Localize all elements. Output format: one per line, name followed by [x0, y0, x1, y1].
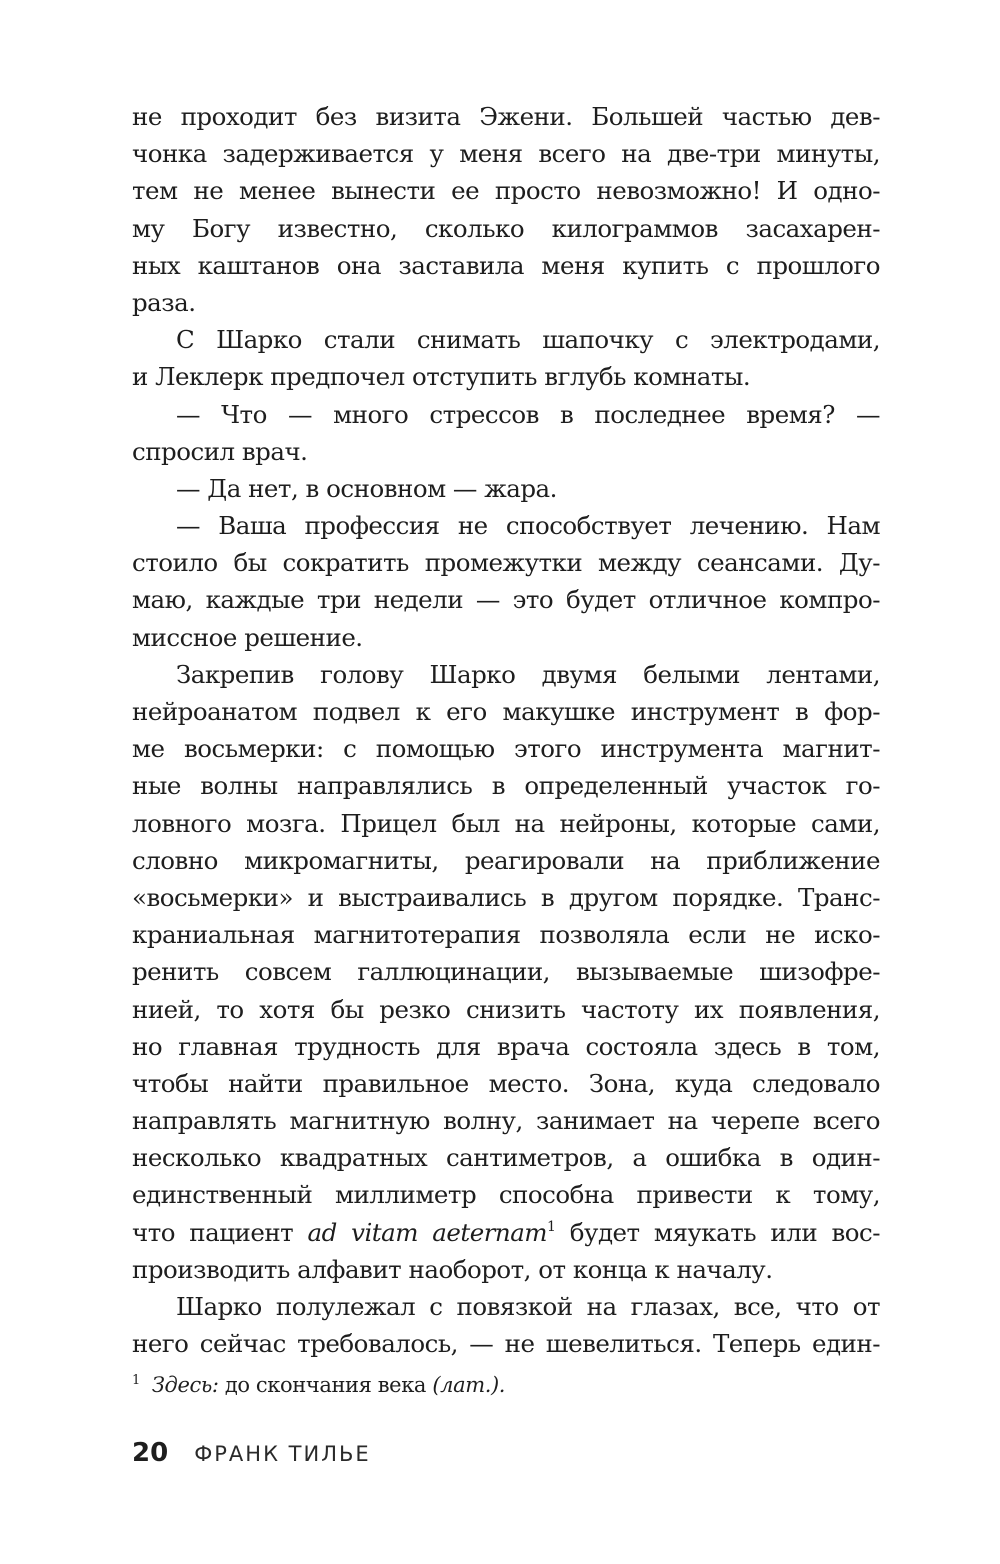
footnote-language: (лат.). [432, 1373, 506, 1397]
text-line: ловного мозга. Прицел был на нейроны, которые сами, [132, 808, 880, 838]
text-line: «восьмерки» и выстраивались в другом порядке. Транс- [132, 882, 880, 912]
running-footer [132, 1438, 371, 1470]
text-line-with-footnote [132, 1214, 880, 1251]
footnote-reference: 1 [547, 1218, 556, 1235]
text-line [132, 321, 880, 358]
text-line: словно микромагниты, реагировали на приближение [132, 845, 880, 875]
text-line: краниальная магнитотерапия позволяла если не иско- [132, 920, 880, 950]
text-line [132, 396, 880, 433]
text-line: му Богу известно, сколько килограммов засахарен- [132, 213, 880, 243]
footnote-marker: 1 [132, 1373, 140, 1388]
footnote-text: до скончания века [224, 1373, 427, 1397]
line-text: — Что — много стрессов в последнее время? — [176, 399, 880, 429]
text-line: производить алфавит наоборот, от конца к началу. [132, 1254, 773, 1284]
text-line: не проходит без визита Эжени. Большей частью дев- [132, 102, 880, 131]
line-text: Закрепив голову Шарко двумя белыми лентами, [176, 659, 880, 689]
text-line: ных каштанов она заставила меня купить с прошлого [132, 250, 880, 280]
text-line: ме восьмерки: с помощью этого инструмента магнит- [132, 734, 880, 764]
text-line [132, 507, 880, 544]
latin-phrase: ad vitam aeternam [307, 1217, 548, 1247]
text-line: тем не менее вынести ее просто невозможно! И одно- [132, 176, 880, 206]
footnote-label: Здесь: [151, 1373, 219, 1397]
main-text [132, 98, 880, 1362]
text-line: направлять магнитную волну, занимает на черепе всего [132, 1106, 880, 1136]
text-line: маю, каждые три недели — это будет отличное компро- [132, 585, 880, 615]
text-line [132, 656, 880, 693]
line-text: С Шарко стали снимать шапочку с электродами, [176, 325, 880, 355]
text-line: несколько квадратных сантиметров, а ошибка в один- [132, 1143, 880, 1173]
text-line: него сейчас требовалось, — не шевелиться. Теперь един- [132, 1329, 880, 1359]
page-number: 20 [132, 1438, 169, 1468]
line-text: — Ваша профессия не способствует лечению. Нам [176, 511, 880, 541]
line-text: — Да нет, в основном — жара. [176, 473, 557, 503]
text-line: миссное решение. [132, 622, 363, 652]
text-line: чтобы найти правильное место. Зона, куда следовало [132, 1068, 880, 1098]
text-line: и Леклерк предпочел отступить вглубь комнаты. [132, 362, 751, 392]
line-text: Шарко полулежал с повязкой на глазах, все, что от [176, 1292, 880, 1321]
text-line: нией, то хотя бы резко снизить частоту их появления, [132, 994, 880, 1024]
text-line: стоило бы сократить промежутки между сеансами. Ду- [132, 548, 880, 578]
text-line: нейроанатом подвел к его макушке инструмент в фор- [132, 697, 880, 726]
author-name: ФРАНК ТИЛЬЕ [194, 1442, 371, 1466]
text-line [132, 470, 880, 507]
footnote [132, 1370, 880, 1400]
text-line: но главная трудность для врача состояла здесь в том, [132, 1031, 880, 1061]
text-line [132, 1288, 880, 1325]
line-prefix: что пациент [132, 1217, 294, 1247]
line-suffix: будет мяукать или вос- [569, 1217, 880, 1247]
text-line: единственный миллиметр способна привести к тому, [132, 1180, 880, 1210]
text-line: раза. [132, 287, 196, 317]
text-line: спросил врач. [132, 436, 308, 466]
text-line: ренить совсем галлюцинации, вызываемые шизофре- [132, 957, 880, 987]
text-line: чонка задерживается у меня всего на две-три минуты, [132, 139, 880, 169]
text-line: ные волны направлялись в определенный участок го- [132, 771, 880, 801]
